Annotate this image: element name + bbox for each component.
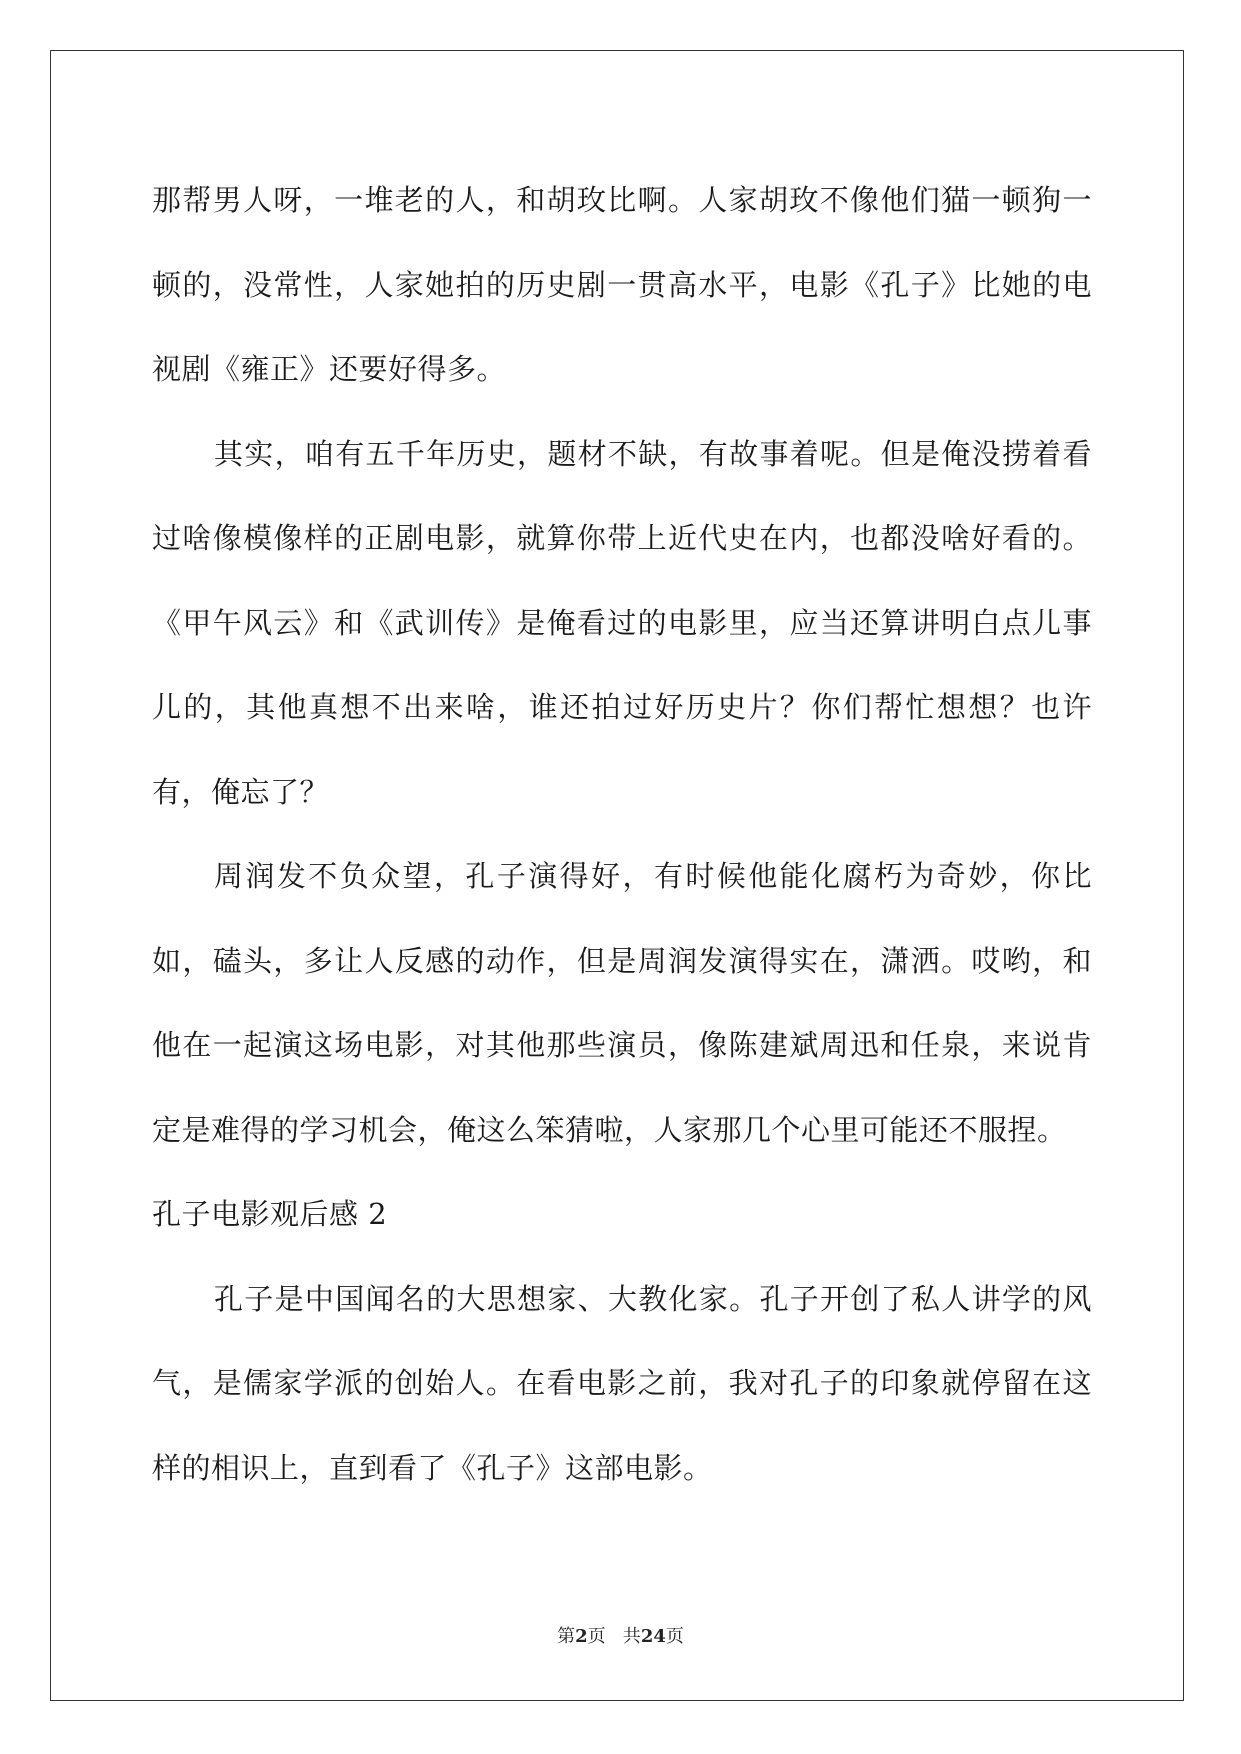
page-footer [0, 1622, 1241, 1648]
section-heading: 孔子电影观后感 2 [152, 1197, 388, 1231]
section-paragraph-1: 孔子是中国闻名的大思想家、大教化家。孔子开创了私人讲学的风气，是儒家学派的创始人。在看电影之前，我对孔子的印象就停留在这样的相识上，直到看了《孔子》这部电影。 [152, 1281, 1092, 1485]
footer-total-suffix: 页 [665, 1626, 684, 1647]
paragraph-1: 那帮男人呀，一堆老的人，和胡玫比啊。人家胡玫不像他们猫一顿狗一顿的，没常性，人家她拍的历史剧一贯高水平，电影《孔子》比她的电视剧《雍正》还要好得多。 [152, 183, 1092, 386]
footer-total-prefix: 共 [622, 1626, 641, 1647]
footer-page-number: 2 [575, 1626, 588, 1647]
document-body [152, 158, 1092, 1510]
paragraph-3: 周润发不负众望，孔子演得好，有时候他能化腐朽为奇妙，你比如，磕头，多让人反感的动作，但是周润发演得实在，潇洒。哎哟，和他在一起演这场电影，对其他那些演员，像陈建斌周迅和任泉，来说肯定是难得的学习机会，俺这么笨猜啦，人家那几个心里可能还不服捏。 [152, 859, 1092, 1147]
footer-prefix: 第 [557, 1626, 576, 1647]
footer-page-suffix: 页 [587, 1626, 606, 1647]
footer-total-pages: 24 [640, 1626, 666, 1647]
paragraph-2: 其实，咱有五千年历史，题材不缺，有故事着呢。但是俺没捞着看过啥像模像样的正剧电影，就算你带上近代史在内，也都没啥好看的。《甲午风云》和《武训传》是俺看过的电影里，应当还算讲明白点儿事儿的，其他真想不出来啥，谁还拍过好历史片？你们帮忙想想？也许有，俺忘了？ [152, 436, 1092, 809]
